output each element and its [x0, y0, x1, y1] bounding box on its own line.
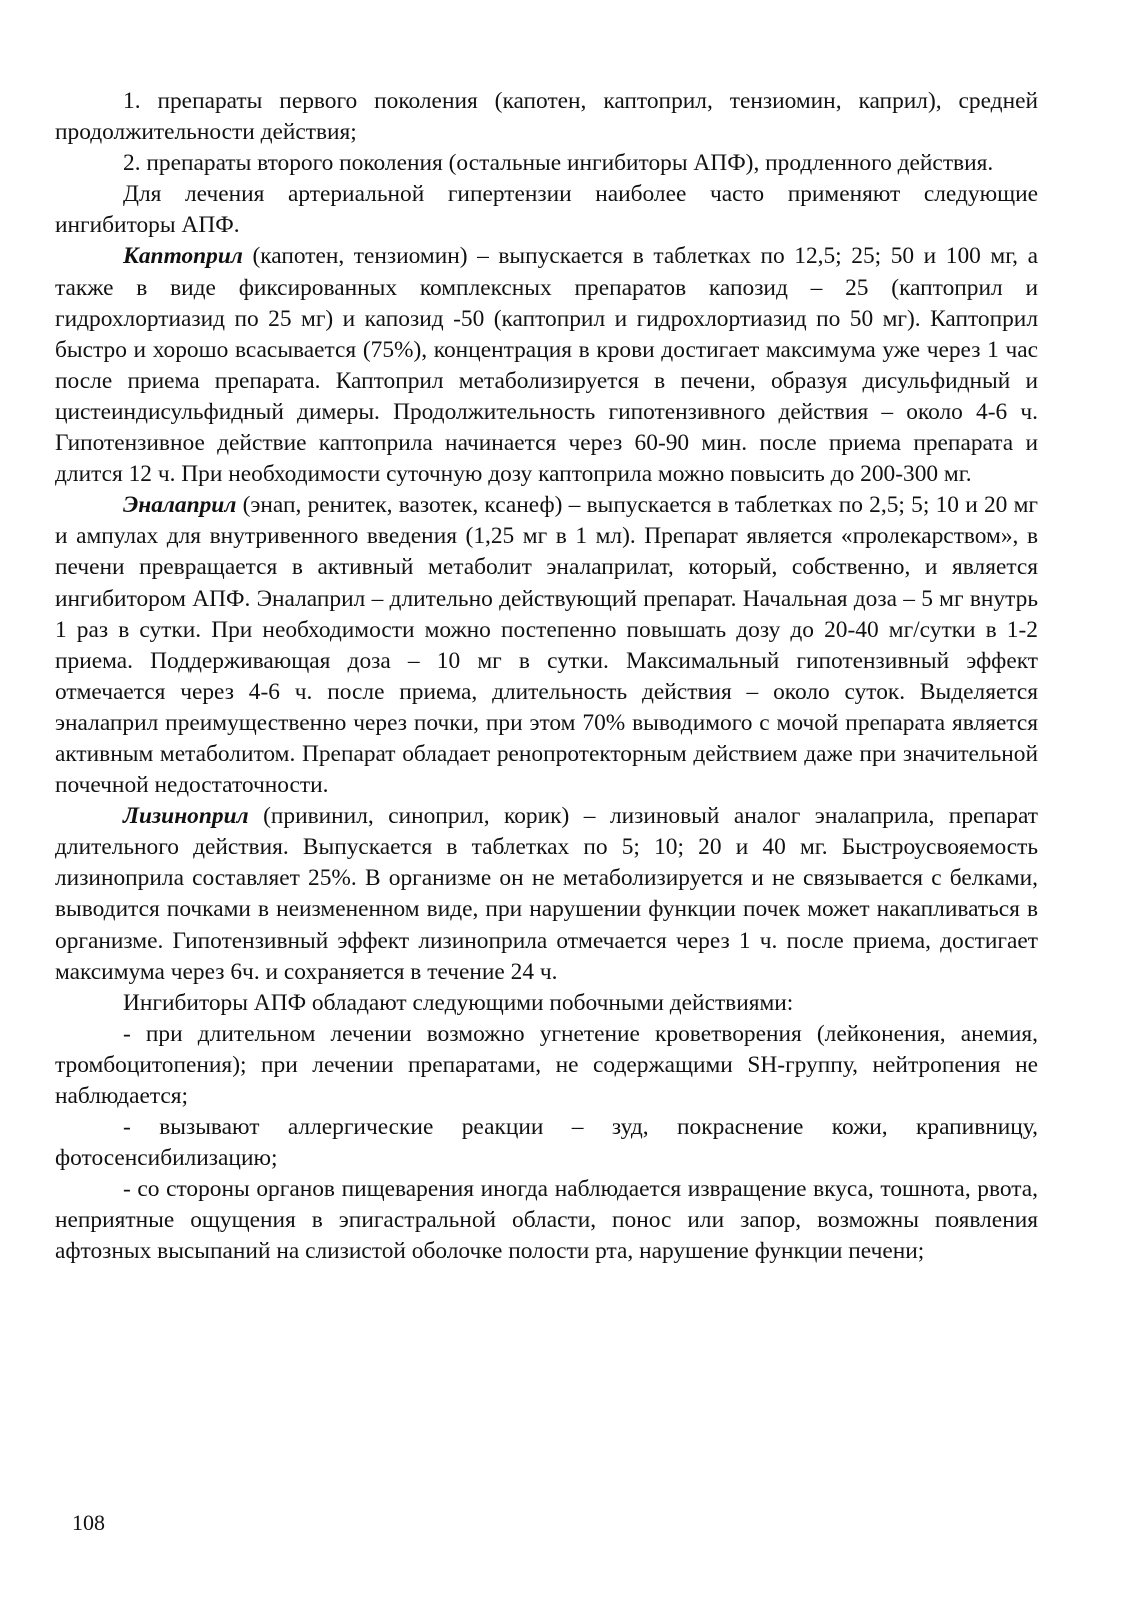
- paragraph-captopril: [55, 241, 1038, 490]
- paragraph-captopril-text: (капотен, тензиомин) – выпускается в таблетках по 12,5; 25; 50 и 100 мг, а также в виде фиксированных комплексных препаратов капозид – 25 (каптоприл и гидрохлортиазид по 25 мг) и капозид -50 (каптоприл и гидрохлортиазид по 50 мг). Каптоприл быстро и хорошо всасывается (75%), концентрация в крови достигает максимума уже через 1 час после приема препарата. Каптоприл метаболизируется в печени, образуя дисульфидный и цистеиндисульфидный димеры. Продолжительность гипотензивного действия – около 4-6 ч. Гипотензивное действие каптоприла начинается через 60-90 мин. после приема препарата и длится 12 ч. При необходимости суточную дозу каптоприла можно повысить до 200-300 мг.: [55, 243, 1038, 488]
- paragraph-lisinopril: [55, 801, 1038, 988]
- paragraph-side-effect-allergy: - вызывают аллергические реакции – зуд, покраснение кожи, крапивницу, фотосенсибилизацию;: [55, 1114, 1038, 1172]
- paragraph-second-generation: 2. препараты второго поколения (остальные ингибиторы АПФ), продленного действия.: [123, 150, 994, 177]
- drug-term-lisinopril: Лизиноприл: [123, 803, 249, 830]
- paragraph-side-effects-intro: Ингибиторы АПФ обладают следующими побочными действиями:: [123, 989, 794, 1016]
- page-number: 108: [72, 1510, 105, 1535]
- paragraph-lisinopril-text: (привинил, синоприл, корик) – лизиновый аналог эналаприла, препарат длительного действия. Выпускается в таблетках по 5; 10; 20 и 40 мг. Быстроусвояемость лизиноприла составляет 25%. В организме он не метаболизируется и не связывается с белками, выводится почками в неизмененном виде, при нарушении функции почек может накапливаться в организме. Гипотензивный эффект лизиноприла отмечается через 1 ч. после приема, достигает максимума через 6ч. и сохраняется в течение 24 ч.: [55, 803, 1038, 985]
- page-body: [55, 86, 1038, 1526]
- paragraph-enalapril-text: (энап, ренитек, вазотек, ксанеф) – выпускается в таблетках по 2,5; 5; 10 и 20 мг и ампулах для внутривенного введения (1,25 мг в 1 мл). Препарат является «пролекарством», в печени превращается в активный метаболит эналаприлат, который, собственно, и является ингибитором АПФ. Эналаприл – длительно действующий препарат. Начальная доза – 5 мг внутрь 1 раз в сутки. При необходимости можно постепенно повышать дозу до 20-40 мг/сутки в 1-2 приема. Поддерживающая доза – 10 мг в сутки. Максимальный гипотензивный эффект отмечается через 4-6 ч. после приема, длительность действия – около суток. Выделяется эналаприл преимущественно через почки, при этом 70% выводимого с мочой препарата является активным метаболитом. Препарат обладает ренопротекторным действием даже при значительной почечной недостаточности.: [55, 492, 1038, 799]
- paragraph-side-effect-blood: - при длительном лечении возможно угнетение кроветворения (лейконения, анемия, тромбоцитопения); при лечении препаратами, не содержащими SH-группу, нейтропения не наблюдается;: [55, 1020, 1038, 1109]
- paragraph-enalapril: [55, 490, 1038, 801]
- drug-term-enalapril: Эналаприл: [123, 492, 237, 519]
- paragraph-side-effect-digestive: - со стороны органов пищеварения иногда наблюдается извращение вкуса, тошнота, рвота, неприятные ощущения в эпигастральной области, понос или запор, возможны появления афтозных высыпаний на слизистой оболочке полости рта, нарушение функции печени;: [55, 1176, 1038, 1265]
- paragraph-intro-ace-inhibitors: Для лечения артериальной гипертензии наиболее часто применяют следующие ингибиторы АПФ.: [55, 181, 1038, 239]
- drug-term-captopril: Каптоприл: [123, 243, 243, 270]
- paragraph-first-generation: 1. препараты первого поколения (капотен, каптоприл, тензиомин, каприл), средней продолжительности действия;: [55, 88, 1038, 146]
